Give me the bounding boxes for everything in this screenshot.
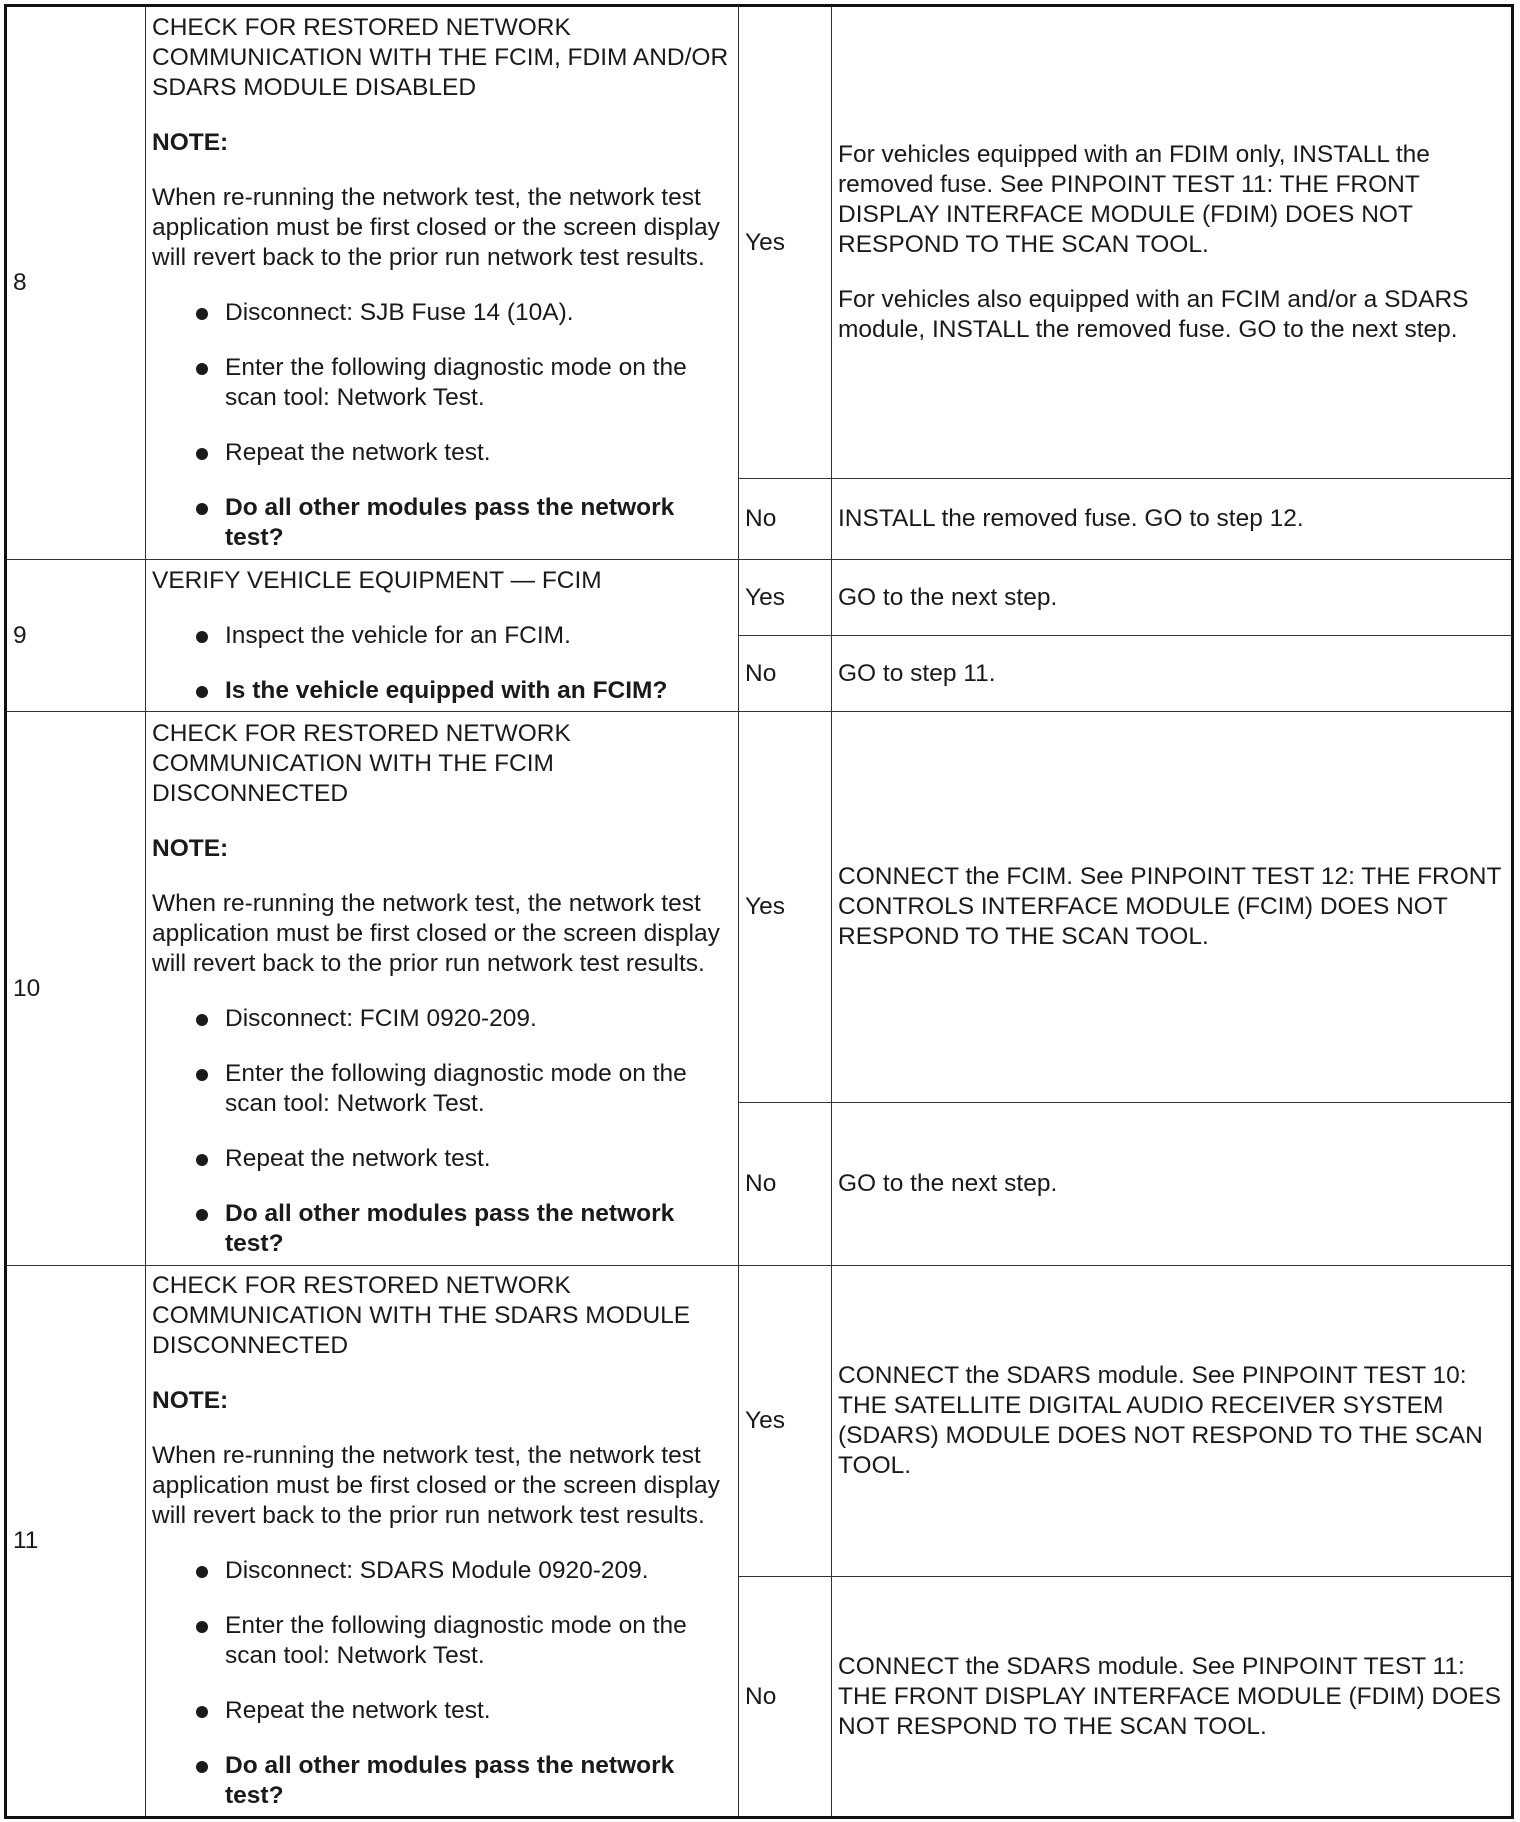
bullet-dot-icon bbox=[196, 1209, 208, 1221]
step-bullets bbox=[152, 298, 732, 553]
pinpoint-test-table bbox=[4, 4, 1514, 1819]
step-action bbox=[146, 1266, 739, 1818]
step-9-yes-row bbox=[6, 560, 1513, 636]
bullet-dot-icon bbox=[196, 503, 208, 515]
answer-no: No bbox=[739, 1577, 832, 1818]
note-text: When re-running the network test, the network test application must be first closed or the screen display will revert back to the prior run network test results. bbox=[152, 889, 720, 977]
bullet-item: Repeat the network test. bbox=[192, 1144, 732, 1174]
step-number: 11 bbox=[6, 1266, 146, 1818]
result-no: GO to the next step. bbox=[832, 1103, 1513, 1266]
answer-no: No bbox=[739, 1103, 832, 1266]
step-title: CHECK FOR RESTORED NETWORK COMMUNICATION WITH THE FCIM DISCONNECTED bbox=[152, 719, 571, 807]
result-paragraph: For vehicles also equipped with an FCIM and/or a SDARS module, INSTALL the removed fuse. GO to the next step. bbox=[838, 286, 1469, 343]
step-action bbox=[146, 712, 739, 1266]
bullet-dot-icon bbox=[196, 308, 208, 320]
result-yes: GO to the next step. bbox=[832, 560, 1513, 636]
step-number: 10 bbox=[6, 712, 146, 1266]
result-no: INSTALL the removed fuse. GO to step 12. bbox=[832, 479, 1513, 560]
step-title: CHECK FOR RESTORED NETWORK COMMUNICATION WITH THE SDARS MODULE DISCONNECTED bbox=[152, 1272, 691, 1359]
step-10-yes-row bbox=[6, 712, 1513, 1103]
bullet-dot-icon bbox=[196, 1761, 208, 1773]
step-11-yes-row bbox=[6, 1266, 1513, 1577]
step-8-yes-row bbox=[6, 6, 1513, 479]
bullet-item: Enter the following diagnostic mode on the scan tool: Network Test. bbox=[192, 1059, 732, 1119]
bullet-dot-icon bbox=[196, 1014, 208, 1026]
bullet-item: Repeat the network test. bbox=[192, 438, 732, 468]
answer-yes: Yes bbox=[739, 712, 832, 1103]
note-label: NOTE: bbox=[152, 129, 229, 156]
step-title: CHECK FOR RESTORED NETWORK COMMUNICATION WITH THE FCIM, FDIM AND/OR SDARS MODULE DISABLED bbox=[152, 14, 729, 101]
step-number: 9 bbox=[6, 560, 146, 712]
answer-yes: Yes bbox=[739, 6, 832, 479]
bullet-dot-icon bbox=[196, 1069, 208, 1081]
result-no: CONNECT the SDARS module. See PINPOINT TEST 11: THE FRONT DISPLAY INTERFACE MODULE (FDIM) DOES NOT RESPOND TO THE SCAN TOOL. bbox=[832, 1577, 1513, 1818]
bullet-item: Disconnect: FCIM 0920-209. bbox=[192, 1004, 732, 1034]
answer-yes: Yes bbox=[739, 560, 832, 636]
bullet-dot-icon bbox=[196, 631, 208, 643]
note-text: When re-running the network test, the network test application must be first closed or the screen display will revert back to the prior run network test results. bbox=[152, 184, 720, 271]
result-yes: CONNECT the SDARS module. See PINPOINT TEST 10: THE SATELLITE DIGITAL AUDIO RECEIVER SYSTEM (SDARS) MODULE DOES NOT RESPOND TO THE SCAN TOOL. bbox=[832, 1266, 1513, 1577]
answer-no: No bbox=[739, 479, 832, 560]
note-text: When re-running the network test, the network test application must be first closed or the screen display will revert back to the prior run network test results. bbox=[152, 1442, 720, 1529]
result-yes bbox=[832, 6, 1513, 479]
bullet-item: Disconnect: SJB Fuse 14 (10A). bbox=[192, 298, 732, 328]
bullet-dot-icon bbox=[196, 1566, 208, 1578]
step-question: Do all other modules pass the network test? bbox=[192, 1751, 732, 1811]
result-no: GO to step 11. bbox=[832, 636, 1513, 712]
step-number: 8 bbox=[6, 6, 146, 560]
bullet-item: Disconnect: SDARS Module 0920-209. bbox=[192, 1556, 732, 1586]
step-bullets bbox=[152, 621, 732, 706]
bullet-item: Enter the following diagnostic mode on the scan tool: Network Test. bbox=[192, 353, 732, 413]
bullet-item: Enter the following diagnostic mode on the scan tool: Network Test. bbox=[192, 1611, 732, 1671]
bullet-dot-icon bbox=[196, 363, 208, 375]
bullet-dot-icon bbox=[196, 448, 208, 460]
bullet-dot-icon bbox=[196, 686, 208, 698]
bullet-item: Repeat the network test. bbox=[192, 1696, 732, 1726]
step-bullets bbox=[152, 1556, 732, 1811]
result-yes: CONNECT the FCIM. See PINPOINT TEST 12: THE FRONT CONTROLS INTERFACE MODULE (FCIM) DOES NOT RESPOND TO THE SCAN TOOL. bbox=[832, 712, 1513, 1103]
step-title: VERIFY VEHICLE EQUIPMENT — FCIM bbox=[152, 566, 602, 594]
result-paragraph: For vehicles equipped with an FDIM only, INSTALL the removed fuse. See PINPOINT TEST 11: THE FRONT DISPLAY INTERFACE MODULE (FDIM) DOES NOT RESPOND TO THE SCAN TOOL. bbox=[838, 141, 1430, 258]
bullet-item: Inspect the vehicle for an FCIM. bbox=[192, 621, 732, 651]
step-action bbox=[146, 560, 739, 712]
note-label: NOTE: bbox=[152, 834, 229, 862]
note-label: NOTE: bbox=[152, 1387, 229, 1414]
answer-yes: Yes bbox=[739, 1266, 832, 1577]
bullet-dot-icon bbox=[196, 1706, 208, 1718]
step-bullets bbox=[152, 1004, 732, 1259]
step-question: Is the vehicle equipped with an FCIM? bbox=[192, 676, 732, 706]
answer-no: No bbox=[739, 636, 832, 712]
bullet-dot-icon bbox=[196, 1621, 208, 1633]
step-question: Do all other modules pass the network test? bbox=[192, 493, 732, 553]
bullet-dot-icon bbox=[196, 1154, 208, 1166]
step-action bbox=[146, 6, 739, 560]
step-question: Do all other modules pass the network test? bbox=[192, 1199, 732, 1259]
